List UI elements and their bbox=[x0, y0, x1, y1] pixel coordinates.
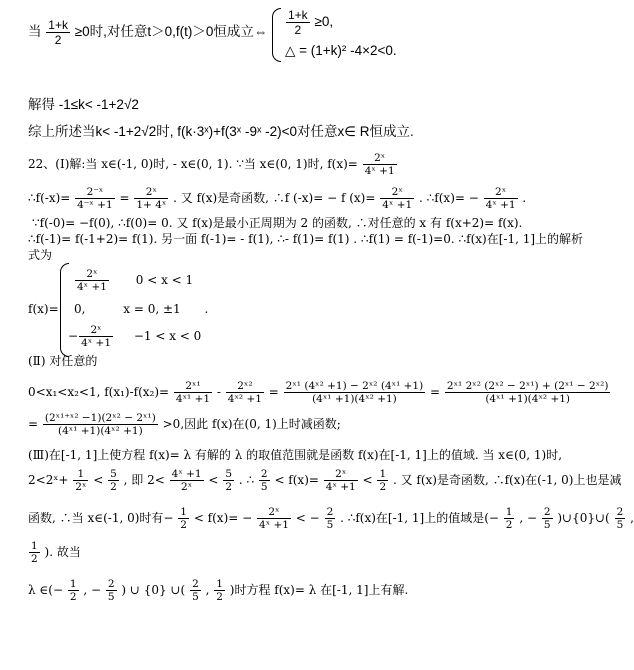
text: . 又 f(x)是奇函数, ∴f(x)在(-1, 0)上也是减 bbox=[392, 473, 622, 487]
fraction: $\frac{\text{2ˣ²}}{\text{4ˣ² +1}}$ bbox=[227, 380, 262, 405]
text: = bbox=[119, 191, 130, 205]
part-iii-line-3 bbox=[28, 506, 634, 531]
piecewise-row-2 bbox=[74, 302, 208, 316]
fraction: $\frac{1}{2}$ bbox=[31, 540, 38, 565]
text: 0 < x < 1 bbox=[135, 273, 194, 287]
fraction: $\frac{5}{2}$ bbox=[225, 468, 232, 493]
fraction: $\frac{\text{2ˣ¹ (4ˣ² +1) − 2ˣ² (4ˣ¹ +1)}}{\text{(4ˣ¹ +1)(4ˣ² +1)}}$ bbox=[285, 380, 424, 405]
text: λ ∈(− bbox=[28, 583, 64, 597]
part-ii-heading: (Ⅱ) 对任意的 bbox=[28, 354, 98, 368]
text: ∴f(-x)= bbox=[28, 191, 71, 205]
q22-line-3: ∵f(-0)= −f(0), ∴f(0)= 0. 又 f(x)是最小正周期为 2 的函数, ∴对任意的 x 有 f(x+2)= f(x). bbox=[32, 216, 523, 230]
part-iii-line-4 bbox=[28, 540, 81, 565]
fraction: $\frac{1+k}{2}$ bbox=[48, 18, 68, 47]
fraction: $\frac{1}{2}$ bbox=[69, 578, 77, 603]
fraction: $\frac{1}{\text{2ˣ}}$ bbox=[75, 468, 87, 493]
part-iii-line-2 bbox=[28, 468, 622, 493]
text: >0,因此 f(x)在(0, 1)上时减函数; bbox=[162, 417, 341, 431]
fraction: $\frac{\text{2ˣ}}{\text{4ˣ +1}}$ bbox=[382, 186, 413, 211]
fraction: $\frac{\text{2ˣ}}{\text{1+ 4ˣ}}$ bbox=[136, 186, 167, 211]
text: ≥0, bbox=[314, 14, 334, 30]
fraction: $\frac{\text{2ˣ}}{\text{4ˣ +1}}$ bbox=[485, 186, 516, 211]
text: . bbox=[204, 302, 209, 316]
text: < bbox=[362, 473, 373, 487]
fraction: $\frac{1}{2}$ bbox=[180, 506, 187, 531]
text: 0, bbox=[74, 302, 86, 316]
text: 2<2ˣ+ bbox=[28, 473, 69, 487]
q22-line-1 bbox=[28, 152, 398, 177]
text: ). 故当 bbox=[44, 545, 81, 559]
piecewise-row-3: − $\frac{\text{2ˣ}}{\text{4ˣ +1}}$ −1 < x < 0 bbox=[68, 324, 202, 349]
text: )时方程 f(x)= λ 在[-1, 1]上有解. bbox=[229, 583, 409, 597]
text: < bbox=[208, 473, 219, 487]
text: = bbox=[28, 417, 39, 431]
text: = bbox=[268, 385, 279, 399]
q22-line-5: 式为 bbox=[28, 248, 53, 262]
text: , 即 2< bbox=[123, 473, 165, 487]
text: ) ∪ {0} ∪( bbox=[121, 583, 186, 597]
text: )∪{0}∪( bbox=[557, 511, 610, 525]
q22-line-2 bbox=[28, 186, 526, 211]
text: . ∴f(x)= − bbox=[419, 191, 479, 205]
text: . ∴f(x)在[-1, 1]上的值域是(− bbox=[340, 511, 499, 525]
system-line-2: △ = (1+k)² -4×2<0. bbox=[285, 43, 397, 58]
fraction: $\frac{2}{5}$ bbox=[543, 506, 551, 531]
text: < f(x)= − bbox=[193, 511, 253, 525]
fraction: $\frac{\text{4ˣ +1}}{\text{2ˣ}}$ bbox=[171, 468, 202, 493]
system-brace bbox=[272, 8, 281, 62]
text: . bbox=[522, 191, 527, 205]
text: 函数, ∴当 x∈(-1, 0)时有− bbox=[28, 511, 174, 525]
text: < − bbox=[295, 511, 320, 525]
q22-line-4: ∴f(-1)= f(-1+2)= f(1). 另一面 f(-1)= - f(1), ∴- f(1)= f(1) . ∴f(1) = f(-1)=0. ∴f(x)在[-1, 1]上的解析 bbox=[28, 232, 584, 246]
text: 0<x₁<x₂<1, f(x₁)-f(x₂)= bbox=[28, 385, 170, 399]
fraction: $\frac{5}{2}$ bbox=[110, 468, 117, 493]
fraction: $\frac{\text{(2ˣ¹⁺ˣ² −1)(2ˣ² − 2ˣ¹)}}{\text{(4ˣ¹ +1)(4ˣ² +1)}}$ bbox=[44, 412, 156, 437]
fraction: $\frac{2}{5}$ bbox=[616, 506, 624, 531]
condition-line bbox=[28, 18, 267, 47]
fraction: $\frac{1}{2}$ bbox=[216, 578, 223, 603]
text: , − bbox=[83, 583, 102, 597]
part-ii-line-1: 0<x₁<x₂<1, f(x₁)-f(x₂)= $\frac{\text{2ˣ¹}}{\text{4ˣ¹ +1}}$ - $\frac{\text{2ˣ²}}{\text{4ˣ² +1}}$ = $\frac{\text{2ˣ¹ (4ˣ² +1) − 2ˣ² (4ˣ¹ +1)}}{\text{(4ˣ¹ +1)(4ˣ² +1)}}$ = $\frac{\text{2ˣ¹ 2ˣ² (2ˣ² − 2ˣ¹) + (2ˣ¹ − 2ˣ²)}}{\text{(4ˣ¹ +1)(4ˣ² +1)}}$ bbox=[28, 380, 609, 405]
fraction: $\frac{\text{2ˣ¹ 2ˣ² (2ˣ² − 2ˣ¹) + (2ˣ¹ − 2ˣ²)}}{\text{(4ˣ¹ +1)(4ˣ² +1)}}$ bbox=[446, 380, 609, 405]
fraction: $\frac{\text{2ˣ}}{\text{4ˣ +1}}$ bbox=[259, 506, 289, 531]
text: , bbox=[205, 583, 210, 597]
fraction: $\frac{2}{5}$ bbox=[192, 578, 199, 603]
text: . ∴ bbox=[238, 473, 255, 487]
fraction: $\frac{1}{2}$ bbox=[379, 468, 387, 493]
text: −1 < x < 0 bbox=[133, 329, 202, 343]
text: . 又 f(x)是奇函数, ∴f (-x)= − f (x)= bbox=[173, 191, 376, 205]
text: 22、(Ⅰ)解:当 x∈(-1, 0)时, - x∈(0, 1). ∵当 x∈(0, 1)时, f(x)= bbox=[28, 157, 358, 171]
fraction: $\frac{2}{5}$ bbox=[326, 506, 334, 531]
part-iii-line-1: (Ⅲ)在[-1, 1]上使方程 f(x)= λ 有解的 λ 的取值范围就是函数 f(x)在[-1, 1]上的值域. 当 x∈(0, 1)时, bbox=[28, 448, 563, 462]
text: x = 0, ±1 bbox=[123, 302, 181, 316]
text: , − bbox=[519, 511, 537, 525]
piecewise-label: f(x)= bbox=[28, 302, 59, 316]
text: 当 bbox=[28, 24, 42, 40]
system-line-1 bbox=[285, 8, 333, 37]
part-ii-line-2 bbox=[28, 412, 341, 437]
text: < f(x)= bbox=[274, 473, 319, 487]
fraction: $\frac{2}{5}$ bbox=[107, 578, 115, 603]
fraction: $\frac{1}{2}$ bbox=[505, 506, 513, 531]
fraction: $\frac{\text{2ˣ}}{\text{4ˣ +1}}$ bbox=[81, 324, 112, 349]
fraction: $\frac{\text{2ˣ}}{\text{4ˣ +1}}$ bbox=[364, 152, 395, 177]
fraction: $\frac{1+k}{2}$ bbox=[288, 8, 308, 37]
summary-line: 综上所述当k< -1+2√2时, f(k·3ˣ)+f(3ˣ -9ˣ -2)<0对任意x∈ R恒成立. bbox=[28, 124, 414, 139]
fraction: $\frac{\text{2ˣ}}{\text{4ˣ +1}}$ bbox=[77, 268, 107, 293]
part-iii-line-5 bbox=[28, 578, 408, 603]
fraction: $\frac{\text{2ˣ¹}}{\text{4ˣ¹ +1}}$ bbox=[175, 380, 211, 405]
piecewise-row-1 bbox=[74, 268, 193, 293]
text: = bbox=[430, 385, 441, 399]
text: < bbox=[93, 473, 104, 487]
fraction: $\frac{\text{2⁻ˣ}}{\text{4⁻ˣ +1}}$ bbox=[77, 186, 113, 211]
fraction: $\frac{2}{5}$ bbox=[260, 468, 268, 493]
text: ≥0时,对任意t＞0,f(t)＞0恒成立⇔ bbox=[74, 24, 268, 40]
fraction: $\frac{\text{2ˣ}}{\text{4ˣ +1}}$ bbox=[325, 468, 356, 493]
solve-line: 解得 -1≤k< -1+2√2 bbox=[28, 97, 139, 112]
text: , bbox=[630, 511, 634, 525]
